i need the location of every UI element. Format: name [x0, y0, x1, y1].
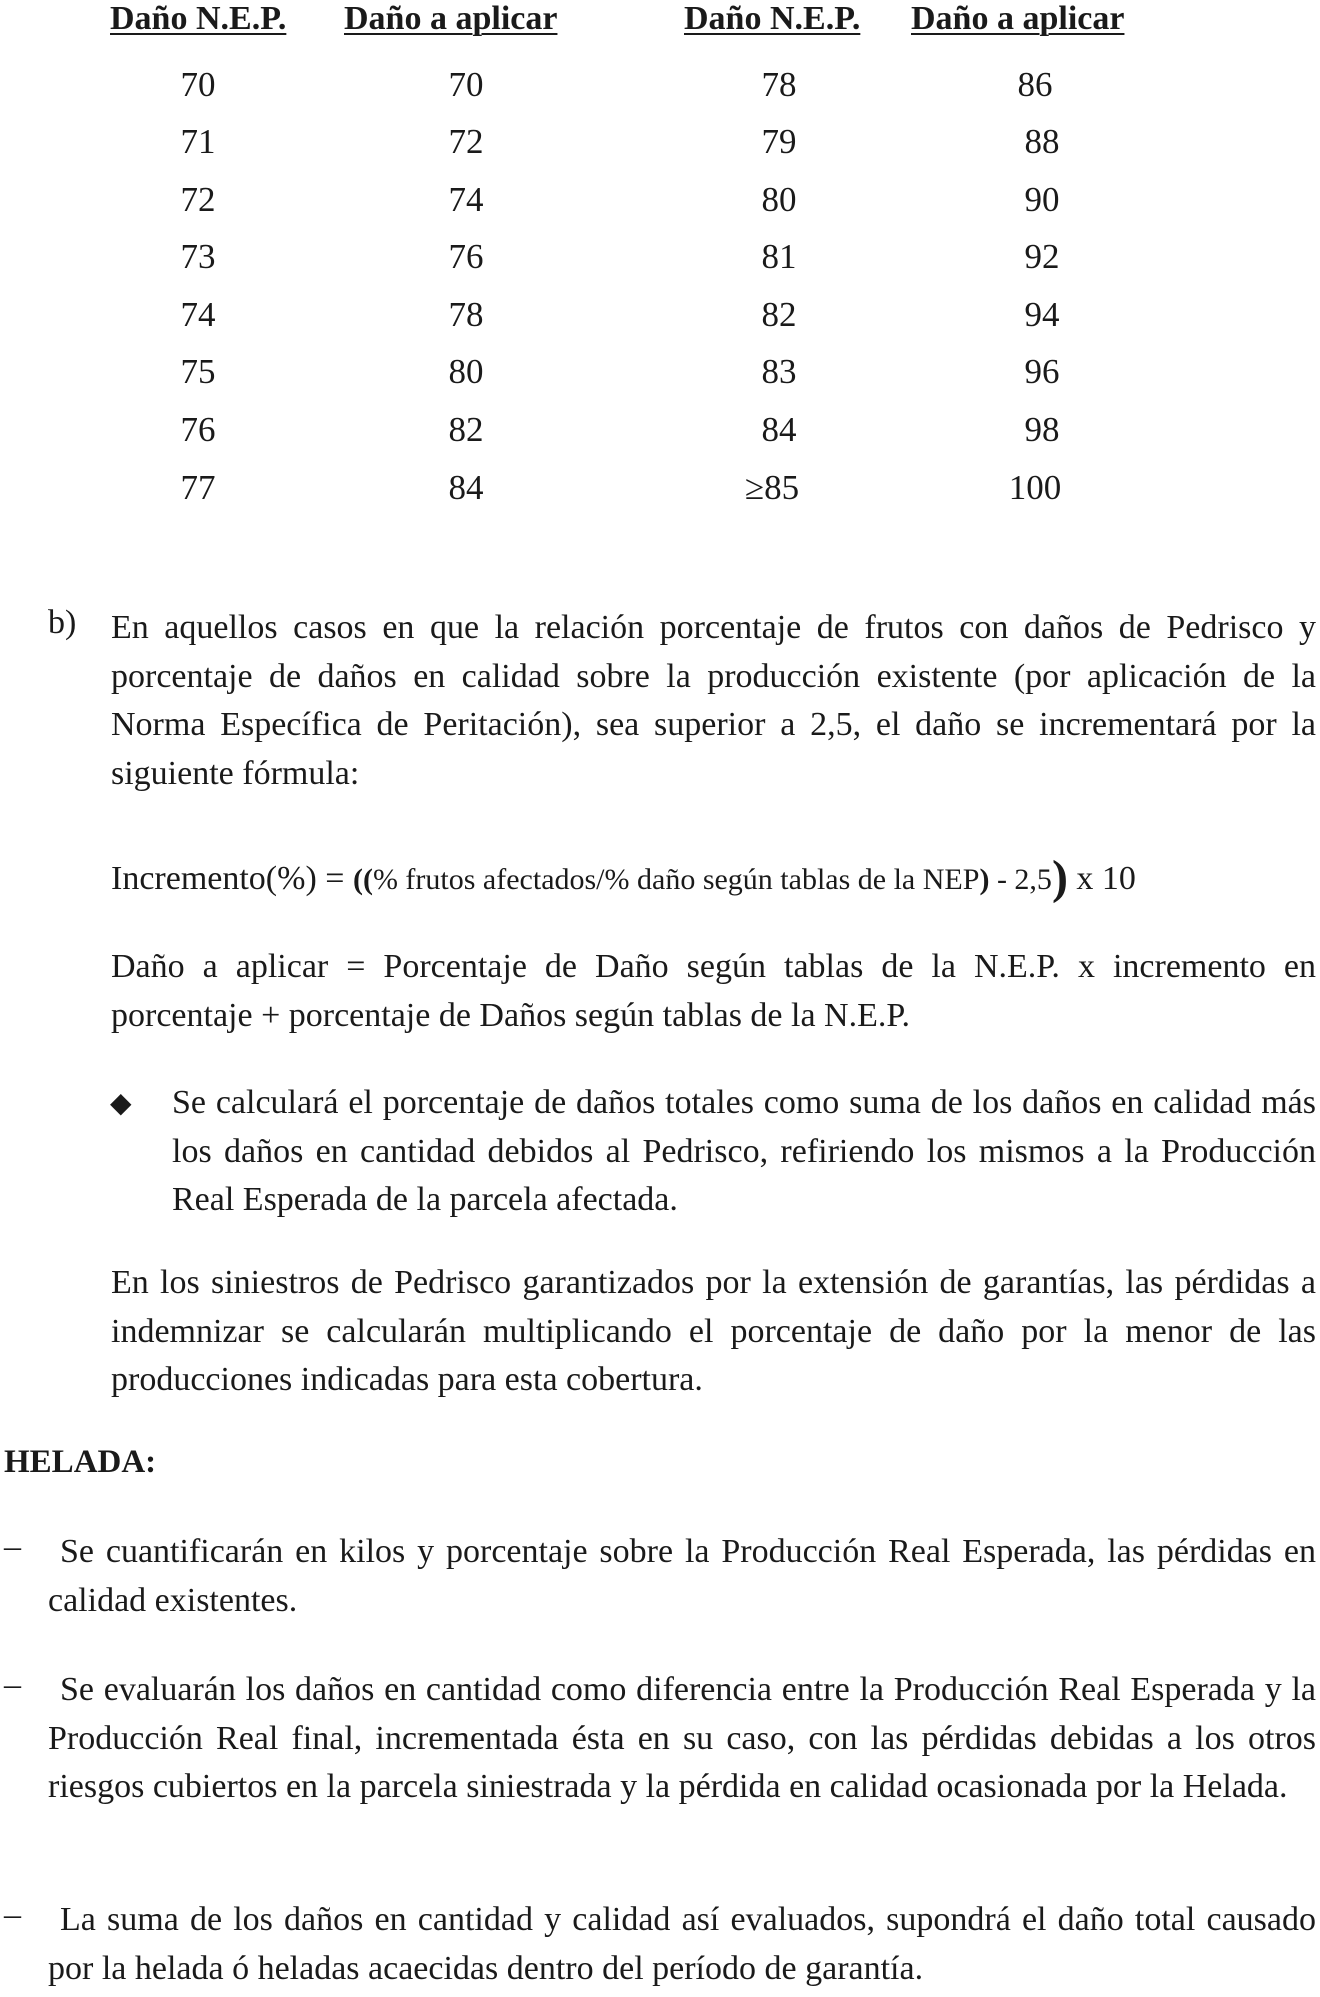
formula-inner-close: ) — [979, 863, 990, 896]
table-cell: ≥85 — [744, 468, 800, 507]
table-cell: 88 — [1024, 122, 1060, 161]
helada-item: La suma de los daños en cantidad y calidad así evaluados, supondrá el daño total causado por la helada ó heladas acaecidas dentro del período de garantía. — [48, 1901, 1316, 1987]
table-cell: 70 — [180, 65, 216, 104]
dash-bullet-icon: – — [4, 1666, 21, 1703]
section-b-label: b) — [48, 604, 77, 641]
section-b-paragraph: En aquellos casos en que la relación porcentaje de frutos con daños de Pedrisco y porcentaje de daños en calidad sobre la producción existente (por aplicación de la Norma Específica de Peritación), sea superior a 2,5, el daño se incrementará por la siguiente fórmula: — [111, 609, 1316, 792]
table-cell: 70 — [448, 65, 484, 104]
table-cell: 90 — [1024, 180, 1060, 219]
table-cell: 83 — [761, 352, 797, 391]
formula-tail: x 10 — [1067, 860, 1136, 897]
table-cell: 77 — [180, 468, 216, 507]
diamond-bullet-icon: ◆ — [110, 1088, 132, 1119]
table-header-nep-1: Daño N.E.P. — [110, 0, 287, 37]
table-cell: 86 — [1017, 65, 1053, 104]
helada-item: Se evaluarán los daños en cantidad como diferencia entre la Producción Real Esperada y la Producción Real final, incrementada ésta en su caso, con las pérdidas debidas a los otros riesgos cubiertos en la parcela siniestrada y la pérdida en calidad ocasionada por la Helada. — [48, 1671, 1316, 1805]
table-cell: 82 — [761, 295, 797, 334]
helada-heading: HELADA: — [4, 1444, 157, 1480]
extension-paragraph: En los siniestros de Pedrisco garantizados por la extensión de garantías, las pérdidas a indemnizar se calcularán multiplicando el porcentaje de daño por la menor de las producciones indicadas para esta cobertura. — [111, 1264, 1316, 1398]
table-cell: 75 — [180, 352, 216, 391]
table-cell: 84 — [448, 468, 484, 507]
table-cell: 76 — [448, 237, 484, 276]
table-cell: 84 — [761, 410, 797, 449]
table-header-nep-2: Daño N.E.P. — [684, 0, 861, 37]
table-cell: 98 — [1024, 410, 1060, 449]
table-cell: 94 — [1024, 295, 1060, 334]
formula-body: % frutos afectados/% daño según tablas de la NEP — [372, 863, 980, 896]
table-cell: 76 — [180, 410, 216, 449]
table-cell: 79 — [761, 122, 797, 161]
formula-open: (( — [352, 863, 373, 896]
table-cell: 78 — [448, 295, 484, 334]
helada-item: Se cuantificarán en kilos y porcentaje sobre la Producción Real Esperada, las pérdidas en calidad existentes. — [48, 1533, 1316, 1619]
table-cell: 100 — [1008, 468, 1062, 507]
formula-lhs: Incremento(%) = — [111, 860, 353, 897]
dash-bullet-icon: – — [4, 1528, 21, 1565]
table-cell: 82 — [448, 410, 484, 449]
increment-formula — [111, 850, 1136, 905]
table-cell: 73 — [180, 237, 216, 276]
bullet-paragraph: Se calculará el porcentaje de daños totales como suma de los daños en calidad más los daños en cantidad debidos al Pedrisco, refiriendo los mismos a la Producción Real Esperada de la parcela afectada. — [172, 1084, 1316, 1218]
table-cell: 78 — [761, 65, 797, 104]
table-cell: 74 — [180, 295, 216, 334]
table-cell: 74 — [448, 180, 484, 219]
table-cell: 72 — [180, 180, 216, 219]
dash-bullet-icon: – — [4, 1896, 21, 1933]
table-cell: 96 — [1024, 352, 1060, 391]
table-cell: 80 — [761, 180, 797, 219]
table-cell: 81 — [761, 237, 797, 276]
table-cell: 72 — [448, 122, 484, 161]
table-cell: 92 — [1024, 237, 1060, 276]
table-cell: 71 — [180, 122, 216, 161]
table-cell: 80 — [448, 352, 484, 391]
damage-apply-paragraph: Daño a aplicar = Porcentaje de Daño según tablas de la N.E.P. x incremento en porcentaje + porcentaje de Daños según tablas de la N.E.P. — [111, 948, 1316, 1034]
table-header-apply-2: Daño a aplicar — [911, 0, 1125, 37]
formula-minus: - 2,5 — [989, 863, 1052, 896]
table-header-apply-1: Daño a aplicar — [344, 0, 558, 37]
formula-outer-close: ) — [1051, 851, 1068, 904]
